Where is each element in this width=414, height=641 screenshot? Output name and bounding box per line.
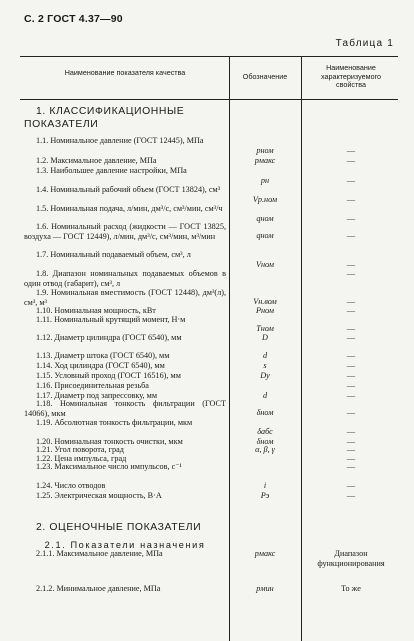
indicator-symbol: d — [262, 351, 268, 360]
characterized-property: — — [346, 176, 356, 185]
indicator-symbol: qном — [256, 231, 274, 240]
characterized-property: — — [346, 146, 356, 155]
indicator-symbol: Vр.ном — [252, 195, 278, 204]
indicator-name: 1.14. Ход цилиндра (ГОСТ 6540), мм — [36, 361, 165, 370]
characterized-property: — — [346, 231, 356, 240]
characterized-property: — — [346, 324, 356, 333]
characterized-property: — — [346, 269, 356, 278]
characterized-property: — — [346, 481, 356, 490]
indicator-symbol: Vн.вом — [253, 297, 277, 306]
indicator-name: 2.1.2. Минимальное давление, МПа — [36, 584, 161, 593]
characterized-property: — — [346, 156, 356, 165]
indicator-name: 1.19. Абсолютная тонкость фильтрации, мкм — [36, 418, 193, 427]
indicator-name: 1.9. Номинальная вместимость (ГОСТ 12448), дм³(л), см³, м³ — [24, 288, 226, 307]
section-title: 2.1. Показатели назначения — [44, 540, 206, 550]
indicator-symbol: qном — [256, 214, 274, 223]
column-header-name: Наименование показателя качества — [64, 68, 186, 77]
characterized-property: — — [346, 361, 356, 370]
characterized-property: Диапазон функционирования — [317, 549, 385, 568]
indicator-symbol: pном — [256, 146, 274, 155]
indicator-symbol: δном — [256, 408, 274, 417]
indicator-symbol: Tном — [256, 324, 274, 333]
indicator-symbol: Pном — [255, 306, 275, 315]
indicator-symbol: pмин — [256, 584, 274, 593]
characterized-property: — — [346, 306, 356, 315]
indicator-name: 2.1.1. Максимальное давление, МПа — [36, 549, 163, 558]
indicator-symbol: Pэ — [260, 491, 270, 500]
indicator-symbol: pмакс — [254, 549, 276, 558]
characterized-property: — — [346, 391, 356, 400]
indicator-name: 1.20. Номинальная тонкость очистки, мкм — [36, 437, 183, 446]
characterized-property: — — [346, 437, 356, 446]
characterized-property: То же — [341, 584, 361, 593]
column-header-symbol: Обозначение — [242, 72, 288, 81]
characterized-property: — — [346, 297, 356, 306]
indicator-name: 1.4. Номинальный рабочий объем (ГОСТ 13824), см³ — [36, 185, 221, 194]
characterized-property: — — [346, 427, 356, 436]
indicator-symbol: d — [262, 391, 268, 400]
indicator-symbol: Vном — [255, 260, 275, 269]
indicator-name: 1.6. Номинальный расход (жидкости — ГОСТ 13825, воздуха — ГОСТ 12449), л/мин, дм³/с, см³/мин, м³/мин — [24, 222, 226, 241]
indicator-name: 1.5. Номинальная подача, л/мин, дм³/с, см³/мин, см³/ч — [36, 204, 223, 213]
characterized-property: — — [346, 454, 356, 463]
characterized-property: — — [346, 333, 356, 342]
indicator-symbol: pн — [260, 176, 270, 185]
indicator-name: 1.22. Цена импульса, град — [36, 454, 127, 463]
table-caption: Таблица 1 — [335, 38, 394, 49]
indicator-name: 1.24. Число отводов — [36, 481, 106, 490]
indicator-symbol: Dу — [260, 371, 270, 380]
characterized-property: — — [346, 260, 356, 269]
indicator-name: 1.18. Номинальная тонкость фильтрации (ГОСТ 14066), мкм — [24, 399, 226, 418]
indicator-symbol: δабс — [257, 427, 273, 436]
characterized-property: — — [346, 381, 356, 390]
indicator-name: 1.2. Максимальное давление, МПа — [36, 156, 157, 165]
indicator-name: 1.21. Угол поворота, град — [36, 445, 124, 454]
characterized-property: — — [346, 462, 356, 471]
characterized-property: — — [346, 445, 356, 454]
indicator-name: 1.13. Диаметр штока (ГОСТ 6540), мм — [36, 351, 170, 360]
indicator-name: 1.10. Номинальная мощность, кВт — [36, 306, 156, 315]
column-header-property: Наименование характеризуемого свойства — [320, 63, 382, 89]
indicator-name: 1.1. Номинальное давление (ГОСТ 12445), МПа — [36, 136, 204, 145]
characterized-property: — — [346, 491, 356, 500]
indicator-symbol: D — [262, 333, 268, 342]
indicator-symbol: s — [263, 361, 267, 370]
page-header: С. 2 ГОСТ 4.37—90 — [24, 13, 123, 25]
indicator-name: 1.17. Диаметр под запрессовку, мм — [36, 391, 157, 400]
characterized-property: — — [346, 214, 356, 223]
characterized-property: — — [346, 351, 356, 360]
characterized-property: — — [346, 195, 356, 204]
indicator-symbol: pмакс — [254, 156, 276, 165]
indicator-symbol: α, β, γ — [255, 445, 275, 454]
indicator-name: 1.3. Наибольшее давление настройки, МПа — [36, 166, 187, 175]
characterized-property: — — [346, 371, 356, 380]
indicator-name: 1.11. Номинальный крутящий момент, Н·м — [36, 315, 186, 324]
indicator-name: 1.15. Условный проход (ГОСТ 16516), мм — [36, 371, 181, 380]
indicator-name: 1.16. Присоединительная резьба — [36, 381, 149, 390]
section-title: 2. ОЦЕНОЧНЫЕ ПОКАЗАТЕЛИ — [36, 522, 202, 533]
characterized-property: — — [346, 408, 356, 417]
indicator-name: 1.12. Диаметр цилиндра (ГОСТ 6540), мм — [36, 333, 182, 342]
indicator-symbol: δном — [256, 437, 274, 446]
indicator-symbol: i — [263, 481, 267, 490]
section-title: 1. КЛАССИФИКАЦИОННЫЕ ПОКАЗАТЕЛИ — [24, 106, 185, 130]
indicator-name: 1.23. Максимальное число импульсов, с⁻¹ — [36, 462, 182, 471]
indicator-name: 1.7. Номинальный подаваемый объем, см³, л — [36, 250, 191, 259]
indicator-name: 1.8. Диапазон номинальных подаваемых объемов в один отвод (габарит), см³, л — [24, 269, 226, 288]
indicator-name: 1.25. Электрическая мощность, В·А — [36, 491, 162, 500]
